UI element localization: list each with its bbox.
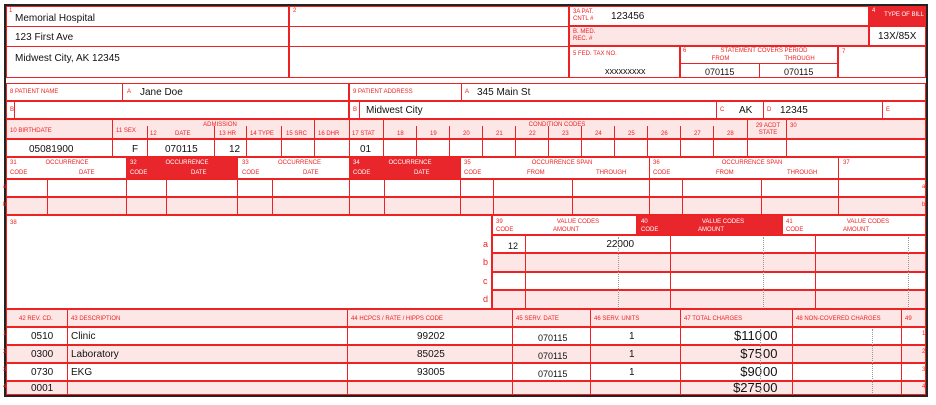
field-4-box [869, 6, 926, 26]
divider [112, 119, 113, 157]
service-lines-header [6, 309, 926, 327]
divider [572, 179, 573, 215]
divider [792, 309, 793, 395]
value-code-41-header [782, 215, 926, 235]
field-7-label: 7 [842, 49, 846, 55]
occurrence-32-label: OCCURRENCE [165, 160, 209, 166]
divider [815, 235, 816, 309]
field-14-label: 14 TYPE [250, 131, 274, 137]
divider [6, 46, 289, 47]
line-2-charge-dollars: $75 [740, 346, 762, 361]
condition-code-25-label: 25 [628, 131, 635, 137]
field-3a-label: 3A PAT. CNTL # [573, 9, 594, 22]
field-33-label: 33 [242, 160, 249, 166]
cents-separator [872, 329, 873, 393]
value-codes-41-label: VALUE CODES [846, 219, 890, 225]
line-3-units: 1 [629, 367, 635, 378]
value-amount-dollars: 220 [606, 239, 623, 250]
divider [289, 46, 569, 47]
line-2-number-right: 2 [922, 349, 926, 355]
line-1-description: Clinic [71, 331, 96, 342]
divider [482, 126, 483, 157]
divider [759, 63, 760, 78]
date-33-label: DATE [303, 170, 319, 176]
occurrence-row-a [6, 179, 926, 197]
patient-city: Midwest City [366, 105, 423, 116]
divider [515, 126, 516, 157]
occurrence-34-label: OCCURRENCE [388, 160, 432, 166]
divider [246, 126, 247, 157]
divider [384, 179, 385, 215]
from-36-label: FROM [716, 170, 734, 176]
divider [680, 309, 681, 395]
line-3-charge-cents: 00 [763, 364, 778, 379]
divider [126, 157, 127, 215]
line-3-number: 3 [3, 367, 7, 373]
value-code-row-b [492, 253, 926, 272]
divider [67, 309, 68, 395]
value-row-a-label: a [483, 239, 489, 249]
fed-tax-number: xxxxxxxxx [605, 66, 646, 76]
field-47-label: 47 TOTAL CHARGES [684, 316, 743, 322]
line-1-hcpcs: 99202 [417, 331, 445, 342]
condition-code-27-label: 27 [694, 131, 701, 137]
field-9a-label: A [465, 89, 470, 95]
cents-separator [618, 237, 619, 307]
divider [713, 126, 714, 157]
line-2-hcpcs: 85025 [417, 349, 445, 360]
line-1-serv-date: 070115 [538, 333, 568, 343]
line-2-units: 1 [629, 349, 635, 360]
provider-address: 123 First Ave [15, 32, 74, 43]
ub04-claim-form [4, 4, 928, 397]
amount-40-label: AMOUNT [698, 227, 724, 233]
field-48-label: 48 NON-COVERED CHARGES [796, 316, 881, 322]
line-3-charge-dollars: $90 [740, 364, 762, 379]
cents-separator [763, 237, 764, 307]
divider [314, 119, 315, 157]
statement-from: 070115 [705, 67, 735, 77]
field-30-label: 30 [790, 123, 797, 129]
line-1-number-right: 1 [922, 331, 926, 337]
line-3-hcpcs: 93005 [417, 367, 445, 378]
value-code-39-header [492, 215, 637, 235]
line-3-serv-date: 070115 [538, 369, 568, 379]
amount-39-label: AMOUNT [553, 227, 579, 233]
field-15-label: 15 SRC [286, 131, 308, 137]
field-8a-label: A [127, 89, 132, 95]
line-3-rev-cd: 0730 [31, 367, 54, 378]
field-35-label: 35 [464, 160, 471, 166]
code-35-label: CODE [464, 170, 482, 176]
occurrence-row-b-label: b [3, 202, 7, 208]
occurrence-row-a-label-right: a [922, 184, 926, 190]
line-1-rev-cd: 0510 [31, 331, 54, 342]
field-32-label: 32 [130, 160, 137, 166]
divider [512, 309, 513, 395]
field-9d-label: D [767, 107, 772, 113]
line-2-serv-date: 070115 [538, 351, 568, 361]
divider [525, 235, 526, 309]
code-33-label: CODE [242, 170, 260, 176]
through-36-label: THROUGH [787, 170, 818, 176]
type-of-bill-label: TYPE OF BILL [884, 12, 924, 18]
divider [680, 126, 681, 157]
patient-address-box [349, 83, 926, 101]
value-row-b-label: b [483, 257, 489, 267]
provider-name: Memorial Hospital [15, 13, 96, 24]
code-31-label: CODE [10, 170, 28, 176]
value-amount-cents: 00 [623, 239, 635, 250]
divider [461, 83, 462, 101]
value-code-row-a [492, 235, 926, 253]
line-1-units: 1 [629, 331, 635, 342]
condition-code-19-label: 19 [430, 131, 437, 137]
divider [761, 179, 762, 215]
field-41-label: 41 [786, 219, 793, 225]
divider [548, 126, 549, 157]
through-label: THROUGH [784, 56, 815, 62]
field-9c-label: C [720, 107, 725, 113]
patient-zip: 12345 [780, 105, 808, 116]
patient-status: 01 [360, 144, 372, 155]
line-4-number: 4 [3, 384, 7, 390]
line-2-number: 2 [3, 349, 7, 355]
field-40-label: 40 [641, 219, 648, 225]
divider [649, 157, 650, 215]
admission-label-row [6, 119, 926, 139]
type-of-bill-box [869, 26, 926, 46]
divider [581, 126, 582, 157]
divider [716, 101, 717, 119]
field-12-label: 12 [150, 131, 157, 137]
service-line-total [6, 381, 926, 395]
patient-street: 345 Main St [477, 87, 531, 98]
through-35-label: THROUGH [596, 170, 627, 176]
divider [670, 235, 671, 309]
divider [838, 157, 839, 215]
field-6-label: 6 [683, 48, 687, 54]
code-32-label: CODE [130, 170, 148, 176]
cents-separator [908, 237, 909, 307]
amount-41-label: AMOUNT [843, 227, 869, 233]
field-17-label: 17 STAT [352, 131, 375, 137]
divider [590, 309, 591, 395]
field-4-label: 4 [872, 8, 876, 14]
service-line-3 [6, 363, 926, 381]
field-38-label: 38 [10, 220, 17, 226]
divider [416, 126, 417, 157]
patient-name: Jane Doe [140, 87, 183, 98]
field-34-label: 34 [353, 160, 360, 166]
date-31-label: DATE [79, 170, 95, 176]
statement-through: 070115 [784, 67, 814, 77]
field-16-label: 16 DHR [318, 131, 340, 137]
divider [359, 101, 360, 119]
provider-box [6, 6, 289, 78]
sex: F [132, 144, 139, 155]
patient-state: AK [739, 105, 753, 116]
divider [747, 119, 748, 157]
service-line-2 [6, 345, 926, 363]
divider [786, 119, 787, 157]
line-2-description: Laboratory [71, 349, 119, 360]
value-codes-39-label: VALUE CODES [556, 219, 600, 225]
field-13-label: 13 HR [219, 131, 237, 137]
condition-code-26-label: 26 [661, 131, 668, 137]
field-29-label: 29 ACDT STATE [755, 123, 781, 136]
divider [14, 101, 15, 119]
line-1-charge-cents: 00 [763, 328, 778, 343]
field-36-label: 36 [653, 160, 660, 166]
service-line-1 [6, 327, 926, 345]
code-34-label: CODE [353, 170, 371, 176]
occurrence-row-b [6, 197, 926, 215]
birthdate: 05081900 [29, 144, 74, 155]
condition-code-18-label: 18 [397, 131, 404, 137]
field-49-label: 49 [905, 316, 912, 322]
date-32-label: DATE [191, 170, 207, 176]
divider [349, 119, 350, 157]
divider [214, 126, 215, 157]
line-1-number: 1 [3, 331, 7, 337]
line-3-description: EKG [71, 367, 93, 378]
field-3a-box [569, 6, 869, 26]
patient-address-b-box [349, 101, 926, 119]
field-43-label: 43 DESCRIPTION [71, 316, 121, 322]
occurrence-span-35-label: OCCURRENCE SPAN [531, 160, 593, 166]
value-code-row-d [492, 290, 926, 309]
divider [460, 157, 461, 215]
occurrence-row-a-label: a [3, 184, 7, 190]
condition-code-23-label: 23 [562, 131, 569, 137]
value-code: 12 [508, 241, 519, 251]
patient-control-number: 123456 [611, 11, 645, 22]
divider [763, 101, 764, 119]
divider [147, 126, 148, 157]
field-5-box [569, 46, 680, 78]
divider [901, 309, 902, 395]
patient-name-box [6, 83, 349, 101]
divider [237, 157, 238, 215]
from-35-label: FROM [527, 170, 545, 176]
field-3b-box [569, 26, 869, 46]
divider [614, 126, 615, 157]
field-1-label: 1 [9, 8, 13, 14]
field-9b-label: B [353, 107, 358, 113]
condition-code-21-label: 21 [496, 131, 503, 137]
field-9-label: 9 PATIENT ADDRESS [353, 89, 413, 95]
patient-name-b-box [6, 101, 349, 119]
divider [281, 126, 282, 157]
divider [47, 179, 48, 215]
occurrence-33-label: OCCURRENCE [277, 160, 321, 166]
code-41-label: CODE [786, 227, 804, 233]
divider [349, 157, 350, 215]
from-label: FROM [711, 56, 730, 62]
field-45-label: 45 SERV. DATE [516, 316, 559, 322]
total-charge-cents: 00 [763, 380, 778, 395]
occurrence-32-header [126, 157, 237, 179]
value-code-40-header [637, 215, 782, 235]
field-9e-label: E [886, 107, 891, 113]
divider [647, 126, 648, 157]
admission-hour: 12 [229, 144, 241, 155]
type-of-bill: 13X/85X [878, 31, 917, 42]
divider [882, 101, 883, 119]
line-4-number-right: 4 [922, 384, 926, 390]
divider [166, 179, 167, 215]
occurrence-34-header [349, 157, 460, 179]
field-31-label: 31 [10, 160, 17, 166]
divider [383, 119, 384, 157]
divider [493, 179, 494, 215]
field-7-box [838, 46, 926, 78]
field-8b-label: B [10, 107, 15, 113]
statement-period-label: STATEMENT COVERS PERIOD [720, 48, 808, 54]
value-codes-40-label: VALUE CODES [701, 219, 745, 225]
divider [682, 179, 683, 215]
field-5-label: 5 FED. TAX NO. [573, 51, 617, 57]
field-2-label: 2 [293, 8, 297, 14]
value-row-d-label: d [483, 294, 489, 304]
field-39-label: 39 [496, 219, 503, 225]
total-rev-cd: 0001 [31, 383, 54, 394]
field-42-label: 42 REV. CD. [19, 316, 53, 322]
field-2-box [289, 6, 569, 78]
field-37-label: 37 [843, 160, 850, 166]
line-2-charge-cents: 00 [763, 346, 778, 361]
total-charge-dollars: $275 [733, 380, 762, 395]
divider [347, 309, 348, 395]
field-3b-label: B. MED. REC. # [573, 29, 596, 42]
date-34-label: DATE [414, 170, 430, 176]
value-row-c-label: c [483, 276, 488, 286]
occurrence-31-label: OCCURRENCE [45, 160, 89, 166]
divider [122, 83, 123, 101]
line-1-charge-dollars: $110 [734, 328, 762, 343]
code-40-label: CODE [641, 227, 659, 233]
admission-date: 070115 [165, 144, 198, 155]
occurrence-span-36-label: OCCURRENCE SPAN [721, 160, 783, 166]
occurrence-row-b-label-right: b [922, 202, 926, 208]
cents-separator [760, 329, 761, 393]
field-11-label: 11 SEX [116, 128, 136, 134]
line-2-rev-cd: 0300 [31, 349, 54, 360]
field-8-label: 8 PATIENT NAME [10, 89, 59, 95]
condition-code-24-label: 24 [595, 131, 602, 137]
divider [272, 179, 273, 215]
provider-city-state-zip: Midwest City, AK 12345 [15, 53, 120, 64]
field-38-box [6, 215, 492, 309]
code-39-label: CODE [496, 227, 514, 233]
field-44-label: 44 HCPCS / RATE / HIPPS CODE [351, 316, 443, 322]
field-46-label: 46 SERV. UNITS [594, 316, 640, 322]
condition-codes-label: CONDITION CODES [528, 122, 586, 128]
divider [6, 26, 289, 27]
condition-code-28-label: 28 [727, 131, 734, 137]
condition-code-20-label: 20 [463, 131, 470, 137]
divider [449, 126, 450, 157]
code-36-label: CODE [653, 170, 671, 176]
admission-value-row [6, 139, 926, 157]
date-label: DATE [175, 131, 191, 137]
condition-code-22-label: 22 [529, 131, 536, 137]
value-code-row-c [492, 272, 926, 290]
line-3-number-right: 3 [922, 367, 926, 373]
field-10-label: 10 BIRTHDATE [10, 128, 52, 134]
divider [289, 26, 569, 27]
admission-label: ADMISSION [203, 122, 237, 128]
